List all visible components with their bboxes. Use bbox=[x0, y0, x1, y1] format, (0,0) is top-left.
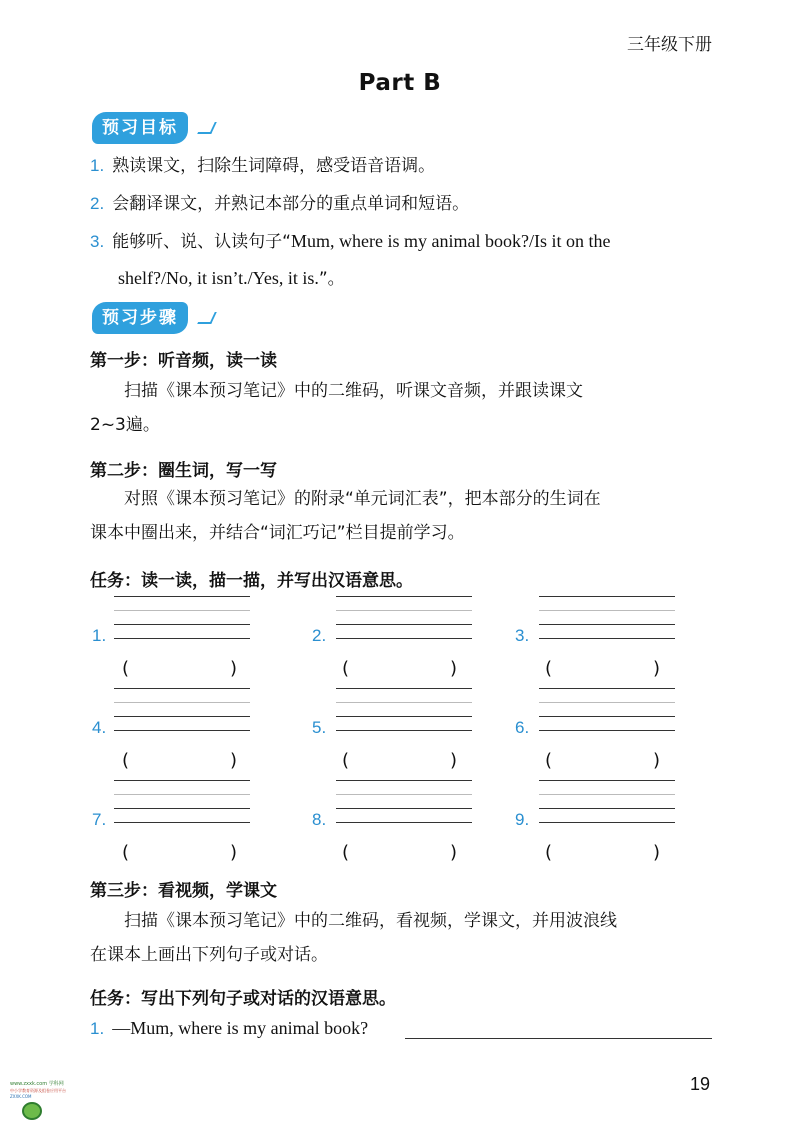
logo-text-1: www.zxxk.com 学科网 bbox=[10, 1081, 64, 1087]
word-item-8-number: 8. bbox=[312, 810, 327, 829]
steps-badge bbox=[92, 302, 188, 334]
word-item-1-answer[interactable] bbox=[122, 658, 237, 679]
word-item-5-close-paren: ) bbox=[449, 750, 457, 771]
steps-badge-tail-icon bbox=[197, 312, 217, 324]
goal-2-text: 会翻译课文，并熟记本部分的重点单词和短语。 bbox=[112, 194, 470, 214]
step2-title: 第二步：圈生词，写一写 bbox=[90, 461, 277, 481]
logo-text-2: 中小学教育资源及组卷应用平台 bbox=[10, 1088, 66, 1093]
word-item-6-close-paren: ) bbox=[652, 750, 660, 771]
word-item-3-close-paren: ) bbox=[652, 658, 660, 679]
step3-task: 任务：写出下列句子或对话的汉语意思。 bbox=[90, 989, 396, 1009]
sentence-1 bbox=[90, 1016, 368, 1041]
word-item-3 bbox=[515, 592, 690, 687]
step3-title: 第三步：看视频，学课文 bbox=[90, 881, 277, 901]
goal-1-text: 熟读课文，扫除生词障碍，感受语音语调。 bbox=[112, 156, 436, 176]
word-item-4-open-paren: ( bbox=[122, 750, 130, 771]
step1-title: 第一步：听音频，读一读 bbox=[90, 351, 277, 371]
word-item-2 bbox=[312, 592, 487, 687]
page-title: Part B bbox=[358, 70, 442, 96]
word-item-7-close-paren: ) bbox=[229, 842, 237, 863]
goal-2-number: 2. bbox=[90, 194, 105, 213]
word-item-8 bbox=[312, 776, 487, 871]
word-item-2-number: 2. bbox=[312, 626, 327, 645]
word-item-9-open-paren: ( bbox=[545, 842, 553, 863]
word-item-3-answer[interactable] bbox=[545, 658, 660, 679]
word-item-5-number: 5. bbox=[312, 718, 327, 737]
word-item-7 bbox=[92, 776, 267, 871]
goal-3-text-en1: Mum, where is my animal book?/Is it on the bbox=[291, 231, 611, 251]
word-item-8-answer[interactable] bbox=[342, 842, 457, 863]
word-item-1-number: 1. bbox=[92, 626, 107, 645]
sentence-1-answer-line[interactable] bbox=[405, 1038, 712, 1039]
goal-3-text-en2: shelf?/No, it isn’t./Yes, it is. bbox=[118, 268, 319, 288]
word-item-2-close-paren: ) bbox=[449, 658, 457, 679]
word-item-7-open-paren: ( bbox=[122, 842, 130, 863]
word-item-1-close-paren: ) bbox=[229, 658, 237, 679]
word-item-5 bbox=[312, 684, 487, 779]
word-item-5-open-paren: ( bbox=[342, 750, 350, 771]
word-item-1-open-paren: ( bbox=[122, 658, 130, 679]
word-item-6 bbox=[515, 684, 690, 779]
word-item-9-close-paren: ) bbox=[652, 842, 660, 863]
logo-text-3: ZXXK.COM bbox=[10, 1094, 32, 1099]
goal-1-number: 1. bbox=[90, 156, 105, 175]
step1-body bbox=[90, 374, 715, 442]
word-item-4-answer[interactable] bbox=[122, 750, 237, 771]
word-item-4 bbox=[92, 684, 267, 779]
word-item-2-answer[interactable] bbox=[342, 658, 457, 679]
sentence-1-text: —Mum, where is my animal book? bbox=[112, 1018, 369, 1038]
step2-body-b: 课本中圈出来，并结合“词汇巧记”栏目提前学习。 bbox=[90, 523, 465, 543]
word-item-9-answer[interactable] bbox=[545, 842, 660, 863]
sentence-1-number: 1. bbox=[90, 1019, 105, 1038]
goal-3-text-cn: 能够听、说、认读句子“ bbox=[112, 232, 291, 252]
word-item-9 bbox=[515, 776, 690, 871]
word-item-1 bbox=[92, 592, 267, 687]
word-item-3-number: 3. bbox=[515, 626, 530, 645]
step2-body-a: 对照《课本预习笔记》的附录“单元词汇表”，把本部分的生词在 bbox=[124, 489, 601, 509]
goals-badge bbox=[92, 112, 188, 144]
word-item-7-answer[interactable] bbox=[122, 842, 237, 863]
grade-label: 三年级下册 bbox=[627, 35, 712, 55]
word-item-5-answer[interactable] bbox=[342, 750, 457, 771]
step3-body bbox=[90, 904, 715, 972]
step3-body-b: 在课本上画出下列句子或对话。 bbox=[90, 945, 328, 965]
word-item-4-number: 4. bbox=[92, 718, 107, 737]
goals-badge-tail-icon bbox=[197, 122, 217, 134]
goal-3 bbox=[90, 229, 610, 254]
steps-badge-label: 预习步骤 bbox=[102, 308, 178, 328]
step2-task: 任务：读一读，描一描，并写出汉语意思。 bbox=[90, 571, 413, 591]
word-item-6-number: 6. bbox=[515, 718, 530, 737]
word-item-6-open-paren: ( bbox=[545, 750, 553, 771]
step2-body bbox=[90, 482, 715, 550]
mascot-icon bbox=[22, 1102, 42, 1120]
word-item-7-number: 7. bbox=[92, 810, 107, 829]
word-item-8-close-paren: ) bbox=[449, 842, 457, 863]
word-item-8-open-paren: ( bbox=[342, 842, 350, 863]
goal-3-continued bbox=[118, 266, 345, 291]
step1-body-b: 2~3遍。 bbox=[90, 415, 160, 435]
word-item-6-answer[interactable] bbox=[545, 750, 660, 771]
goal-2 bbox=[90, 192, 469, 216]
goals-badge-label: 预习目标 bbox=[102, 118, 178, 138]
word-item-4-close-paren: ) bbox=[229, 750, 237, 771]
step1-body-a: 扫描《课本预习笔记》中的二维码，听课文音频，并跟读课文 bbox=[124, 381, 583, 401]
watermark-logo bbox=[10, 1080, 66, 1126]
step3-body-a: 扫描《课本预习笔记》中的二维码，看视频，学课文，并用波浪线 bbox=[124, 911, 617, 931]
goal-3-text-end: ”。 bbox=[318, 269, 345, 289]
word-item-3-open-paren: ( bbox=[545, 658, 553, 679]
word-item-2-open-paren: ( bbox=[342, 658, 350, 679]
page-number: 19 bbox=[689, 1074, 710, 1094]
goal-3-number: 3. bbox=[90, 232, 105, 251]
word-item-9-number: 9. bbox=[515, 810, 530, 829]
goal-1 bbox=[90, 154, 435, 178]
